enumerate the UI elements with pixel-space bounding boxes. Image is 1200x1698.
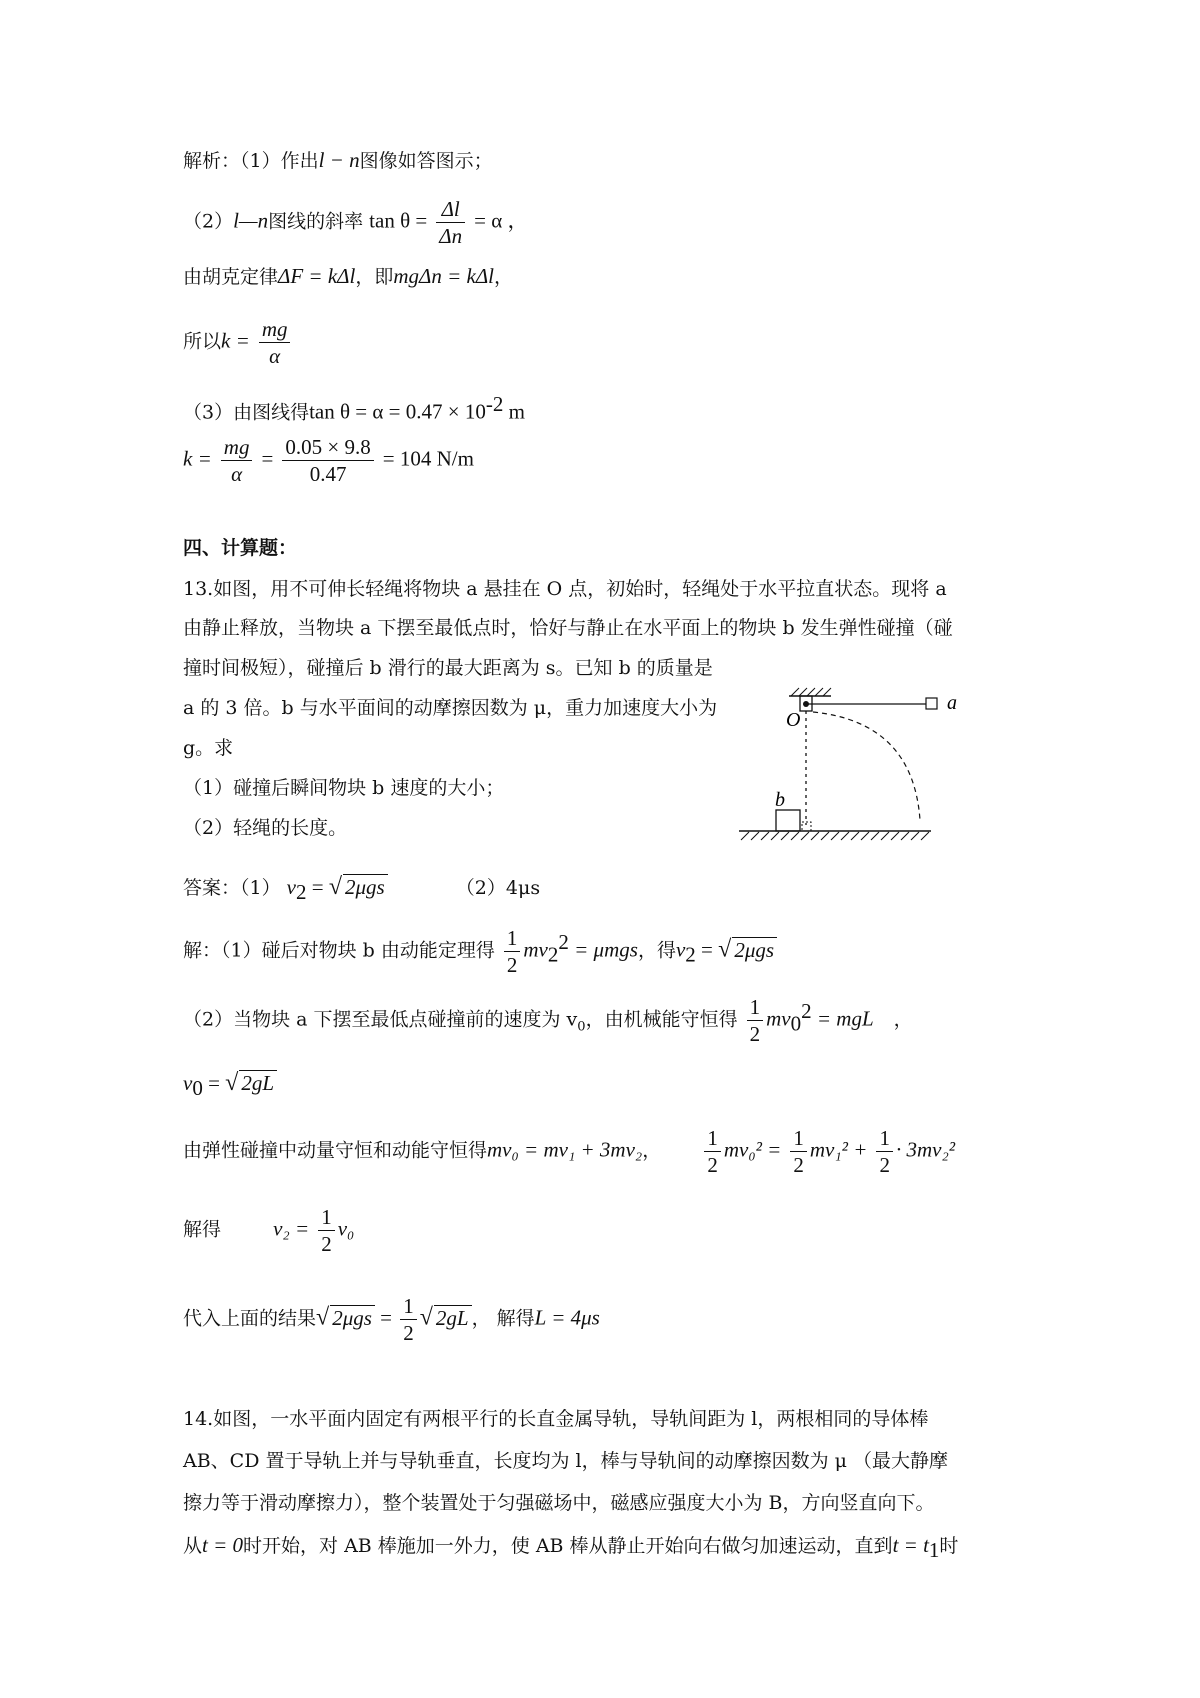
label-a: a <box>947 692 957 714</box>
q13-line5: g。求 <box>183 737 234 759</box>
q13-step4: 由弹性碰撞中动量守恒和动能守恒得mv₀ = mv₁ + 3mv₂， $\frac{1}{2}$ mv₀² = $\frac{1}{2}$ mv₁² + $\frac{1}{2}$ · 3mv₂² <box>183 1126 956 1177</box>
sol12-line1: 解析：（1）作出l − n图像如答图示； <box>183 148 493 172</box>
k-fraction: $\frac{mg}{\alpha}$ <box>259 316 291 369</box>
swing-arc <box>813 712 920 820</box>
sol12-line3: 由胡克定律ΔF = kΔl，即mgΔn = kΔl， <box>183 264 514 288</box>
block-a <box>926 698 937 709</box>
q14-line1: 14.如图，一水平面内固定有两根平行的长直金属导轨，导轨间距为 l，两根相同的导体棒 <box>183 1408 929 1430</box>
q13-step2: （2）当物块 a 下摆至最低点碰撞前的速度为 $v_0$，由机械能守恒得 $\frac{1}{2}$ $mv_0^2$ = mgL ， <box>183 995 913 1046</box>
q13-step1: 解：（1）碰后对物块 b 由动能定理得 $\frac{1}{2}$ $mv_2^2 = \mu mgs$，得$v_2$ = √ 2μgs <box>183 925 777 978</box>
q13-line3: 撞时间极短），碰撞后 b 滑行的最大距离为 s。已知 b 的质量是 <box>183 657 713 679</box>
pendulum-diagram <box>775 682 973 872</box>
q13-step3: $v_0$ = √ 2gL <box>183 1069 277 1102</box>
q14-line3: 擦力等于滑动摩擦力），整个装置处于匀强磁场中，磁感应强度大小为 B，方向竖直向下。 <box>183 1492 935 1514</box>
label-O: O <box>786 709 801 731</box>
q14-line4: 从t = 0时开始，对 AB 棒施加一外力，使 AB 棒从静止开始向右做匀加速运动，直到$t = t_1$时 <box>183 1533 959 1562</box>
q13-line1: 13.如图，用不可伸长轻绳将物块 a 悬挂在 O 点，初始时，轻绳处于水平拉直状态。现将 a <box>183 578 947 600</box>
sol12-line6: k = $\frac{mg}{\alpha}$ = $\frac{0.05 \times 9.8}{0.47}$ = 104 N/m <box>183 435 474 486</box>
q14-line2: AB、CD 置于导轨上并与导轨垂直，长度均为 l，棒与导轨间的动摩擦因数为 μ （最大静摩 <box>183 1450 949 1472</box>
q13-answer: 答案：（1） $v_2$ = √ 2μgs （2）4μs <box>183 874 541 904</box>
q13-line2: 由静止释放，当物块 a 下摆至最低点时，恰好与静止在水平面上的物块 b 发生弹性碰撞（碰 <box>183 617 953 639</box>
ground <box>739 831 931 840</box>
sol12-line2: （2）l—n图线的斜率 tan θ = $\frac{\Delta l}{\Delta n}$ = α ， <box>183 197 529 248</box>
slope-fraction: $\frac{\Delta l}{\Delta n}$ <box>436 196 465 249</box>
sol12-line4: 所以k = $\frac{mg}{\alpha}$ <box>183 316 293 369</box>
q13-question1: （1）碰撞后瞬间物块 b 速度的大小； <box>183 777 505 799</box>
label-b: b <box>775 789 785 811</box>
q13-step6: 代入上面的结果√ 2μgs = $\frac{1}{2}$ √ 2gL ， 解得L = 4μs <box>183 1294 600 1345</box>
block-b <box>776 810 800 831</box>
q13-line4: a 的 3 倍。b 与水平面间的动摩擦因数为 μ，重力加速度大小为 <box>183 697 718 719</box>
ceiling-support <box>789 688 831 711</box>
q13-step5: 解得 v₂ = $\frac{1}{2}$ v₀ <box>183 1205 355 1256</box>
section-title: 四、计算题： <box>183 537 298 559</box>
q13-question2: （2）轻绳的长度。 <box>183 817 348 839</box>
sol12-line5: （3）由图线得$\tan \theta = \alpha = 0.47 \times 10^{-2}$ m <box>183 392 525 424</box>
